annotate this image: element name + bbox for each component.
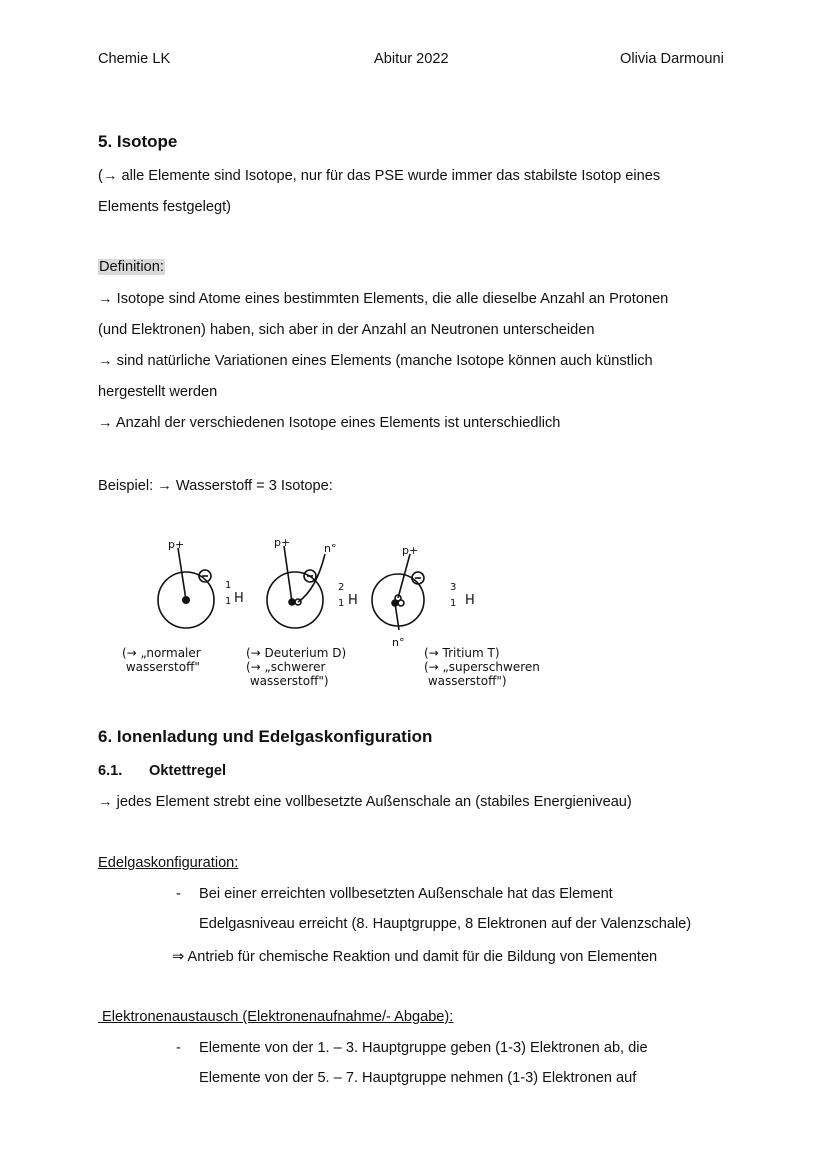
- deuterium-mass-number: 2: [338, 582, 345, 593]
- isotope-note-line-2: Elements festgelegt): [98, 199, 232, 215]
- edelgas-bullet: -: [176, 886, 181, 902]
- protium-atom: [158, 548, 214, 628]
- tritium-mass-number: 3: [450, 582, 457, 593]
- header-exam: Abitur 2022: [374, 51, 449, 67]
- austausch-label: Elektronenaustausch (Elektronenaufnahme/- Abgabe):: [98, 1009, 454, 1025]
- caption-protium: (→ „normaler wasserstoff": [122, 646, 201, 674]
- tritium-atomic-number: 1: [450, 598, 457, 609]
- section-title-isotope: 5. Isotope: [98, 132, 178, 151]
- definition-highlight: Definition:: [99, 259, 164, 275]
- deuterium-neutron-label: n°: [324, 542, 337, 555]
- isotope-diagram: [120, 530, 580, 649]
- protium-proton-arrow: [178, 548, 186, 600]
- section-title-ionenladung: 6. Ionenladung und Edelgaskonfiguration: [98, 727, 433, 746]
- definition-line-2: (und Elektronen) haben, sich aber in der Anzahl an Neutronen unterscheiden: [98, 322, 595, 338]
- header-course: Chemie LK: [98, 51, 171, 67]
- austausch-line-1: Elemente von der 1. – 3. Hauptgruppe geben (1-3) Elektronen ab, die: [199, 1040, 648, 1056]
- definition-line-1: → Isotope sind Atome eines bestimmten Elements, die alle dieselbe Anzahl an Protonen: [98, 291, 669, 307]
- deuterium-symbol: H: [348, 593, 358, 608]
- protium-mass-number: 1: [225, 580, 232, 591]
- caption-deuterium: (→ Deuterium D) (→ „schwerer wasserstoff"): [246, 646, 347, 688]
- protium-atomic-number: 1: [225, 596, 232, 607]
- definition-line-4: hergestellt werden: [98, 384, 218, 400]
- oktett-line: → jedes Element strebt eine vollbesetzte Außenschale an (stabiles Energieniveau): [98, 794, 632, 810]
- tritium-proton-label: p+: [402, 544, 419, 557]
- tritium-neutron-label: n°: [392, 636, 405, 649]
- definition-line-5: → Anzahl der verschiedenen Isotope eines Elements ist unterschiedlich: [98, 415, 561, 431]
- protium-symbol: H: [234, 591, 244, 606]
- antrieb-line: ⇒ Antrieb für chemische Reaktion und damit für die Bildung von Elementen: [172, 949, 658, 965]
- header-author: Olivia Darmouni: [620, 51, 724, 67]
- caption-tritium: (→ Tritium T) (→ „superschweren wasserstoff"): [424, 646, 540, 688]
- example-line: Beispiel: → Wasserstoff = 3 Isotope:: [98, 478, 333, 494]
- austausch-line-2: Elemente von der 5. – 7. Hauptgruppe nehmen (1-3) Elektronen auf: [199, 1070, 637, 1086]
- austausch-bullet: -: [176, 1040, 181, 1056]
- definition-label: [98, 259, 165, 275]
- subsection-number: 6.1.: [98, 763, 123, 779]
- edelgas-line-1: Bei einer erreichten vollbesetzten Außenschale hat das Element: [199, 886, 613, 902]
- edelgas-label: Edelgaskonfiguration:: [98, 855, 239, 871]
- deuterium-proton-label: p+: [274, 536, 291, 549]
- protium-proton-label: p+: [168, 538, 185, 551]
- edelgas-line-2: Edelgasniveau erreicht (8. Hauptgruppe, 8 Elektronen auf der Valenzschale): [199, 916, 692, 932]
- isotope-note-line-1: (→ alle Elemente sind Isotope, nur für das PSE wurde immer das stabilste Isotop eines: [98, 168, 661, 184]
- definition-line-3: → sind natürliche Variationen eines Elements (manche Isotope können auch künstlich: [98, 353, 653, 369]
- tritium-atom: [372, 554, 424, 630]
- deuterium-atom: [267, 546, 325, 628]
- tritium-symbol: H: [465, 593, 475, 608]
- subsection-title-oktettregel: Oktettregel: [149, 763, 227, 779]
- deuterium-atomic-number: 1: [338, 598, 345, 609]
